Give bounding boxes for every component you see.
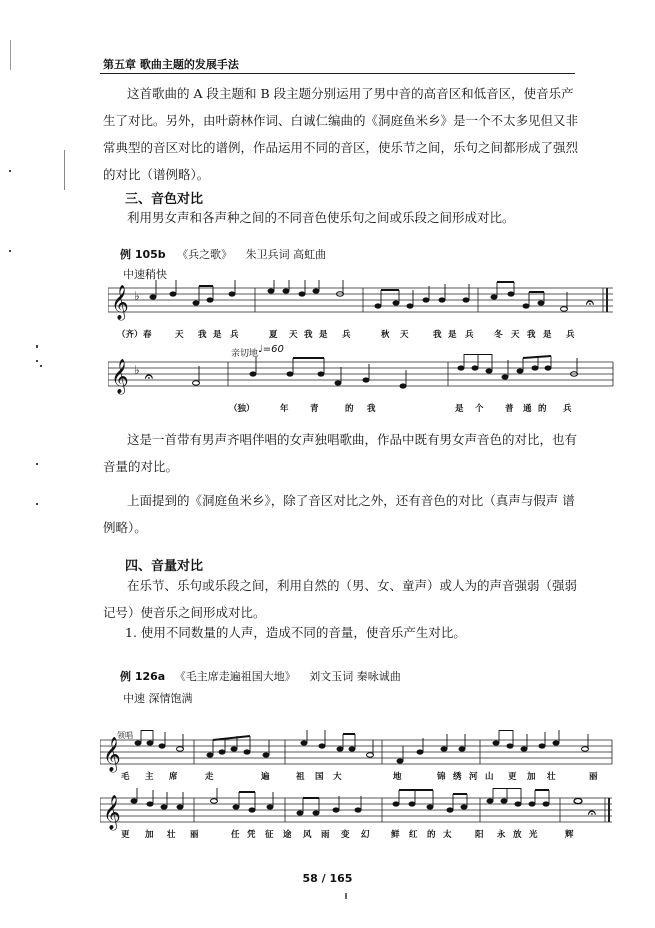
svg-text:𝄐: 𝄐 — [588, 805, 596, 821]
paragraph-song-description: 这是一首带有男声齐唱伴唱的女声独唱歌曲，作品中既有男女声音色的对比，也有音量的对比。 — [103, 432, 578, 474]
music-staff-2 — [108, 354, 618, 400]
paragraph-timbre-intro: 利用男女声和各声种之间的不同音色使乐句之间或乐段之间形成对比。 — [127, 210, 515, 225]
example-number: 例 105b — [120, 248, 166, 261]
example-126a-caption — [120, 668, 401, 684]
svg-text:𝄞: 𝄞 — [111, 285, 129, 320]
paragraph-volume-intro: 在乐节、乐句或乐段之间，利用自然的（男、女、童声）或人为的声音强弱（强弱记号）使音乐之间形成对比。 — [103, 578, 578, 620]
svg-text:𝄐: 𝄐 — [586, 295, 594, 311]
paragraph-dongting-reference: 上面提到的《洞庭鱼米乡》，除了音区对比之外，还有音色的对比（真声与假声 谱例略）。 — [103, 493, 575, 535]
example-credits: 刘文玉词 秦咏诚曲 — [309, 670, 401, 683]
svg-text:♭: ♭ — [134, 363, 140, 377]
lyrics-line-4: 更 加 壮 丽 任 凭 征 途 风 雨 变 幻 鲜 红 的 太 阳 永 放 光 辉 — [121, 830, 574, 840]
lyrics-line-1: （齐） 春 天 我 是 兵 夏 天 我 是 兵 秋 天 我 是 兵 冬 天 我 是 兵 — [117, 330, 575, 340]
svg-text:♭: ♭ — [134, 289, 140, 303]
svg-text:𝄐: 𝄐 — [145, 369, 153, 385]
expression-marking: 亲切地 — [231, 349, 259, 359]
chapter-header: 第五章 歌曲主题的发展手法 — [103, 58, 239, 71]
example-title: 《兵之歌》 — [177, 248, 233, 261]
tempo-marking: 中速稍快 — [123, 268, 167, 281]
example-105b-caption — [120, 246, 326, 262]
svg-text:𝄞: 𝄞 — [111, 359, 129, 394]
svg-text:𝄞: 𝄞 — [103, 795, 121, 830]
lyrics-line-2: （独） 年 青 的 我 是 个 普 通 的 兵 — [229, 404, 572, 414]
music-staff-1 — [108, 280, 618, 326]
page-number: 58 / 165 — [302, 872, 353, 885]
svg-text:𝄞: 𝄞 — [103, 737, 121, 772]
metronome-marking: ♩=60 — [258, 344, 284, 355]
heading-volume-contrast: 四、音量对比 — [125, 559, 204, 574]
paragraph-register-contrast: 这首歌曲的 A 段主题和 B 段主题分别运用了男中音的高音区和低音区，使音乐产生了对比。另外，由叶蔚林作词、白诚仁编曲的《洞庭鱼米乡》是一个不太多见但又非常典型的音区对比的谱例，作品运用不同的音区，使乐节之间，乐句之间都形成了强烈的对比（谱例略）。 — [103, 86, 579, 182]
example-title: 《毛主席走遍祖国大地》 — [174, 670, 296, 683]
example-credits: 朱卫兵词 高虹曲 — [245, 248, 327, 261]
header-rule — [100, 73, 575, 74]
heading-timbre-contrast: 三、音色对比 — [125, 192, 204, 207]
paragraph-point-1: 1. 使用不同数量的人声，造成不同的音量，使音乐产生对比。 — [125, 625, 466, 640]
example-number: 例 126a — [120, 670, 166, 683]
tempo-marking: 中速 深情饱满 — [123, 692, 193, 705]
lyrics-line-3: 毛 主 席 走 遍 祖 国 大 地 锦 绣 河 山 更 加 壮 丽 — [121, 772, 598, 782]
voice-marking: 领唱 — [117, 731, 133, 740]
